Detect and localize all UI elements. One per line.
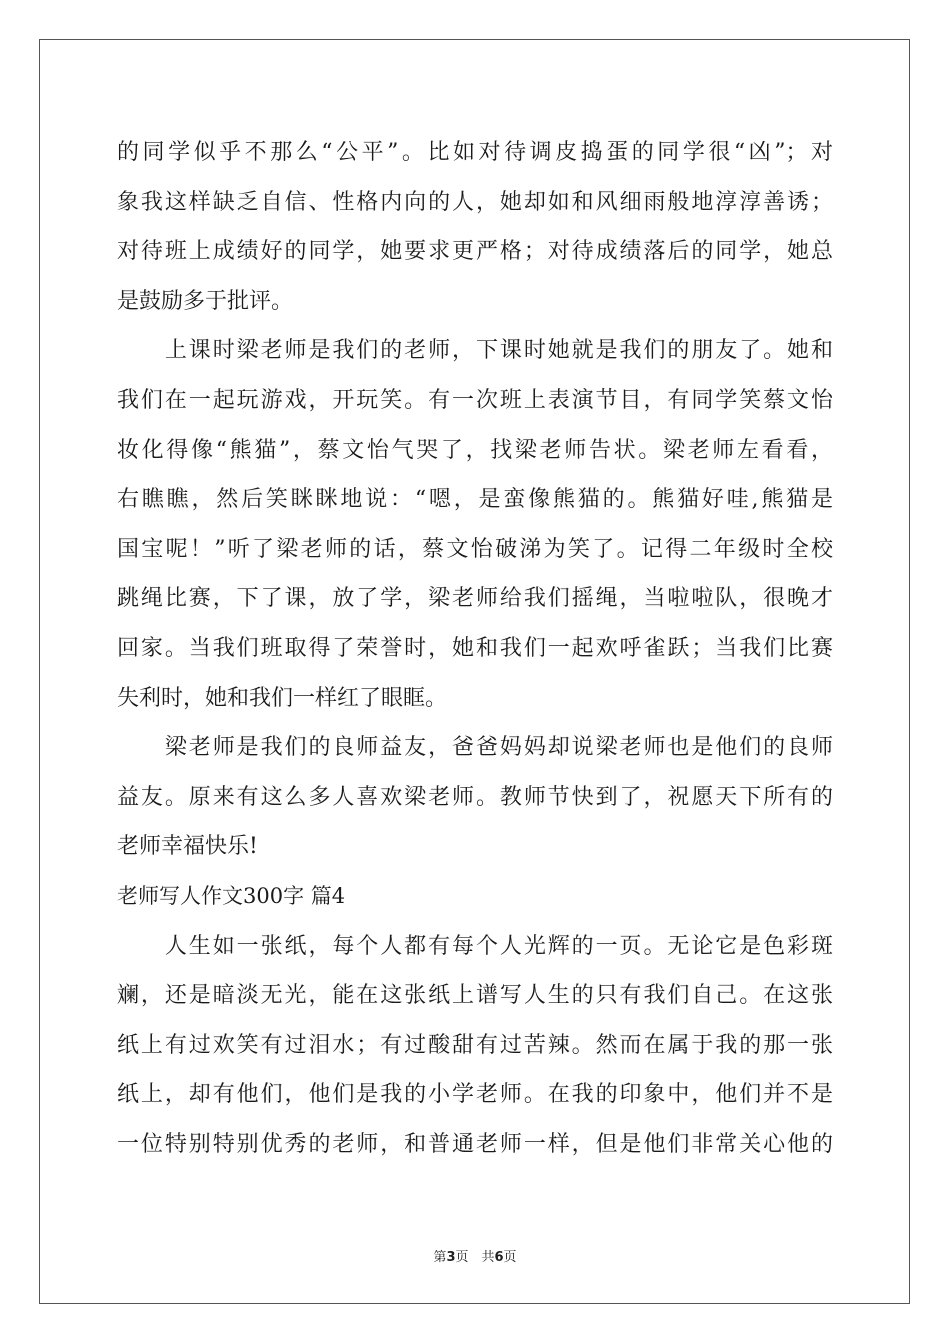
footer-total-pages: 6: [494, 1250, 504, 1265]
footer-suffix: 页: [503, 1250, 517, 1265]
text-line: 跳绳比赛，下了课，放了学，梁老师给我们摇绳，当啦啦队，很晚才: [117, 586, 833, 612]
text-line: 梁老师是我们的良师益友，爸爸妈妈却说梁老师也是他们的良师: [117, 735, 833, 761]
text-line: 右瞧瞧，然后笑眯眯地说：“嗯，是蛮像熊猫的。熊猫好哇,熊猫是: [117, 487, 833, 513]
footer-page-number: 3: [446, 1250, 456, 1265]
section-heading: 老师写人作文300字 篇4: [117, 883, 346, 908]
text-line: 纸上，却有他们，他们是我的小学老师。在我的印象中，他们并不是: [117, 1082, 833, 1108]
footer-prefix: 第: [433, 1250, 447, 1265]
text-line: 妆化得像“熊猫”，蔡文怡气哭了，找梁老师告状。梁老师左看看，: [117, 437, 833, 463]
text-line: 斓，还是暗淡无光，能在这张纸上谱写人生的只有我们自己。在这张: [117, 983, 833, 1009]
text-line: 失利时，她和我们一样红了眼眶。: [117, 685, 448, 711]
text-line: 回家。当我们班取得了荣誉时，她和我们一起欢呼雀跃；当我们比赛: [117, 635, 833, 661]
text-line: 人生如一张纸，每个人都有每个人光辉的一页。无论它是色彩斑: [117, 933, 833, 959]
text-line: 对待班上成绩好的同学，她要求更严格；对待成绩落后的同学，她总: [117, 239, 833, 265]
footer-middle: 页 共: [455, 1250, 495, 1265]
text-line: 国宝呢！”听了梁老师的话，蔡文怡破涕为笑了。记得二年级时全校: [117, 536, 833, 562]
text-line: 一位特别特别优秀的老师，和普通老师一样，但是他们非常关心他的: [117, 1131, 833, 1157]
page-footer: [0, 1246, 950, 1265]
text-line: 我们在一起玩游戏，开玩笑。有一次班上表演节目，有同学笑蔡文怡: [117, 387, 833, 413]
text-line: 象我这样缺乏自信、性格内向的人，她却如和风细雨般地淳淳善诱；: [117, 189, 833, 215]
document-body: [117, 128, 833, 1169]
text-line: 的同学似乎不那么“公平”。比如对待调皮捣蛋的同学很“凶”；对: [117, 140, 833, 165]
text-line: 益友。原来有这么多人喜欢梁老师。教师节快到了，祝愿天下所有的: [117, 784, 833, 810]
text-line: 纸上有过欢笑有过泪水；有过酸甜有过苦辣。然而在属于我的那一张: [117, 1032, 833, 1058]
text-line: 是鼓励多于批评。: [117, 288, 294, 314]
text-line: 上课时梁老师是我们的老师，下课时她就是我们的朋友了。她和: [117, 338, 833, 364]
text-line: 老师幸福快乐!: [117, 834, 258, 860]
